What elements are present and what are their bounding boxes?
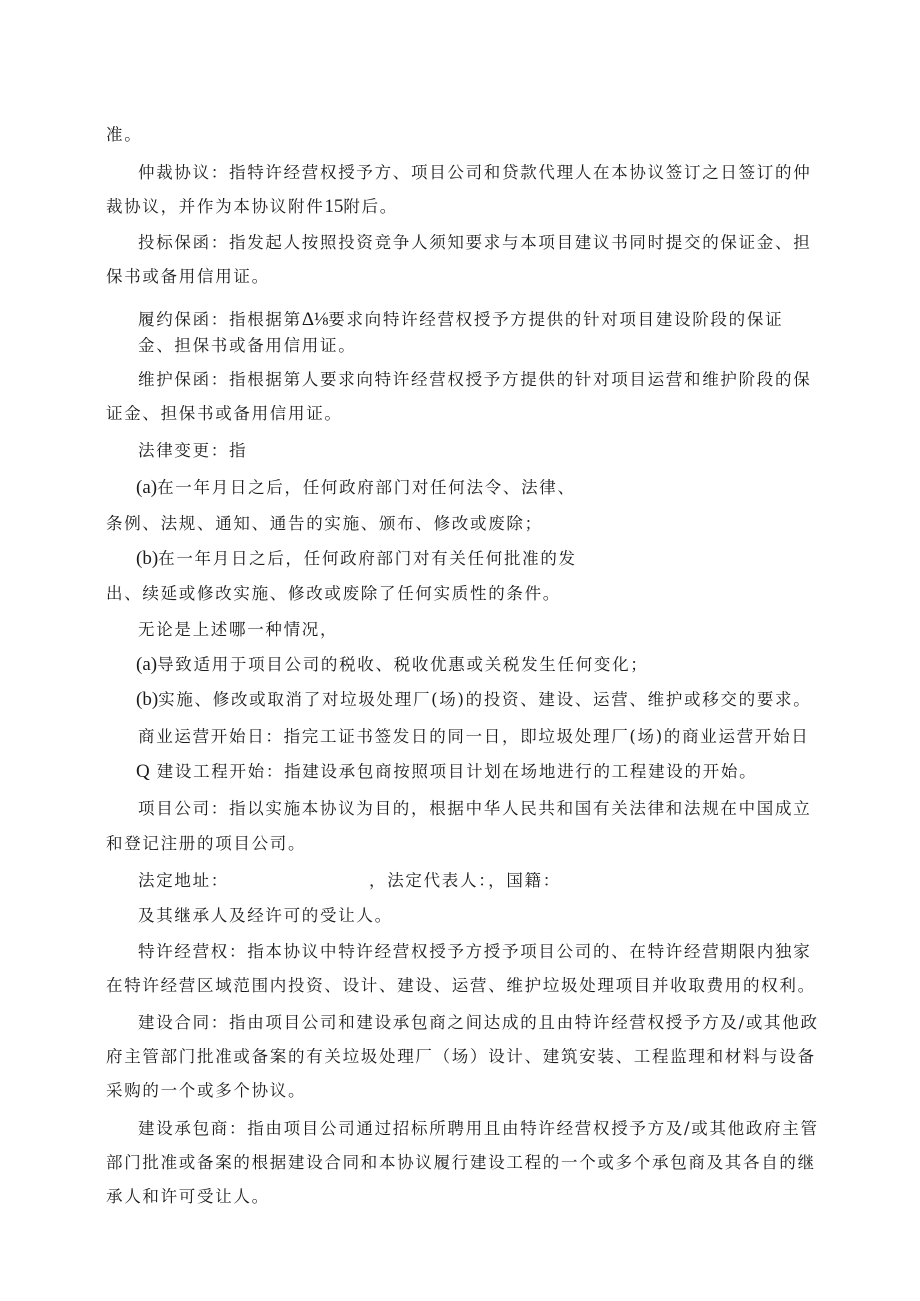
text-line: 无论是上述哪一种情况， <box>138 620 339 639</box>
text-line: 建设承包商：指由项目公司通过招标所聘用且由特许经营权授予方及/或其他政府主管 <box>138 1119 819 1138</box>
text-line: 和登记注册的项目公司。 <box>106 834 307 853</box>
text-line: 准。 <box>106 125 143 144</box>
text-line: 法定地址： ，法定代表人：，国籍： <box>138 871 561 890</box>
text-line: 履约保函：指根据第Δ⅛要求向特许经营权授予方提供的针对项目建设阶段的保证 <box>138 309 784 330</box>
text-line: 特许经营权：指本协议中特许经营权授予方授予项目公司的、在特许经营期限内独家 <box>138 942 812 961</box>
text-line: 维护保函：指根据第人要求向特许经营权授予方提供的针对项目运营和维护阶段的保 <box>138 370 812 389</box>
text-line: 项目公司：指以实施本协议为目的，根据中华人民共和国有关法律和法规在中国成立 <box>138 799 812 818</box>
text-line: 及其继承人及经许可的受让人。 <box>138 906 393 925</box>
text-line: 部门批准或备案的根据建设合同和本协议履行建设工程的一个或多个承包商及其各自的继 <box>106 1153 816 1172</box>
text-line: 证金、担保书或备用信用证。 <box>106 404 343 423</box>
text-line: 承人和许可受让人。 <box>106 1187 270 1206</box>
text-line: 保书或备用信用证。 <box>106 267 270 286</box>
text-line: 在特许经营区域范围内投资、设计、建设、运营、维护垃圾处理项目并收取费用的权利。 <box>106 976 816 995</box>
text-line: 出、续延或修改实施、修改或废除了任何实质性的条件。 <box>106 584 561 603</box>
text-line: 府主管部门批准或备案的有关垃圾处理厂（场）设计、建筑安装、工程监理和材料与设备 <box>106 1047 816 1066</box>
text-line: (b)在一年月日之后，任何政府部门对有关任何批准的发 <box>136 548 577 569</box>
text-line: (a)导致适用于项目公司的税收、税收优惠或关税发生任何变化； <box>136 654 649 675</box>
text-line: 金、担保书或备用信用证。 <box>138 336 357 355</box>
text-line: 投标保函：指发起人按照投资竞争人须知要求与本项目建议书同时提交的保证金、担 <box>138 233 812 252</box>
text-line: 法律变更：指 <box>138 441 248 460</box>
text-line: (a)在一年月日之后，任何政府部门对任何法令、法律、 <box>136 477 576 498</box>
text-line: 条例、法规、通知、通告的实施、颁布、修改或废除； <box>106 514 543 533</box>
text-line: 建设合同：指由项目公司和建设承包商之间达成的且由特许经营权授予方及/或其他政 <box>138 1013 819 1032</box>
text-line: 裁协议，并作为本协议附件15附后。 <box>106 196 399 217</box>
text-line: (b)实施、修改或取消了对垃圾处理厂(场)的投资、建设、运营、维护或移交的要求。 <box>136 689 812 710</box>
text-line: 仲裁协议：指特许经营权授予方、项目公司和贷款代理人在本协议签订之日签订的仲 <box>138 163 812 182</box>
text-line: 商业运营开始日：指完工证书签发日的同一日，即垃圾处理厂(场)的商业运营开始日 <box>138 727 810 746</box>
text-line: 采购的一个或多个协议。 <box>106 1081 307 1100</box>
text-line: Q 建设工程开始：指建设承包商按照项目计划在场地进行的工程建设的开始。 <box>136 761 758 782</box>
